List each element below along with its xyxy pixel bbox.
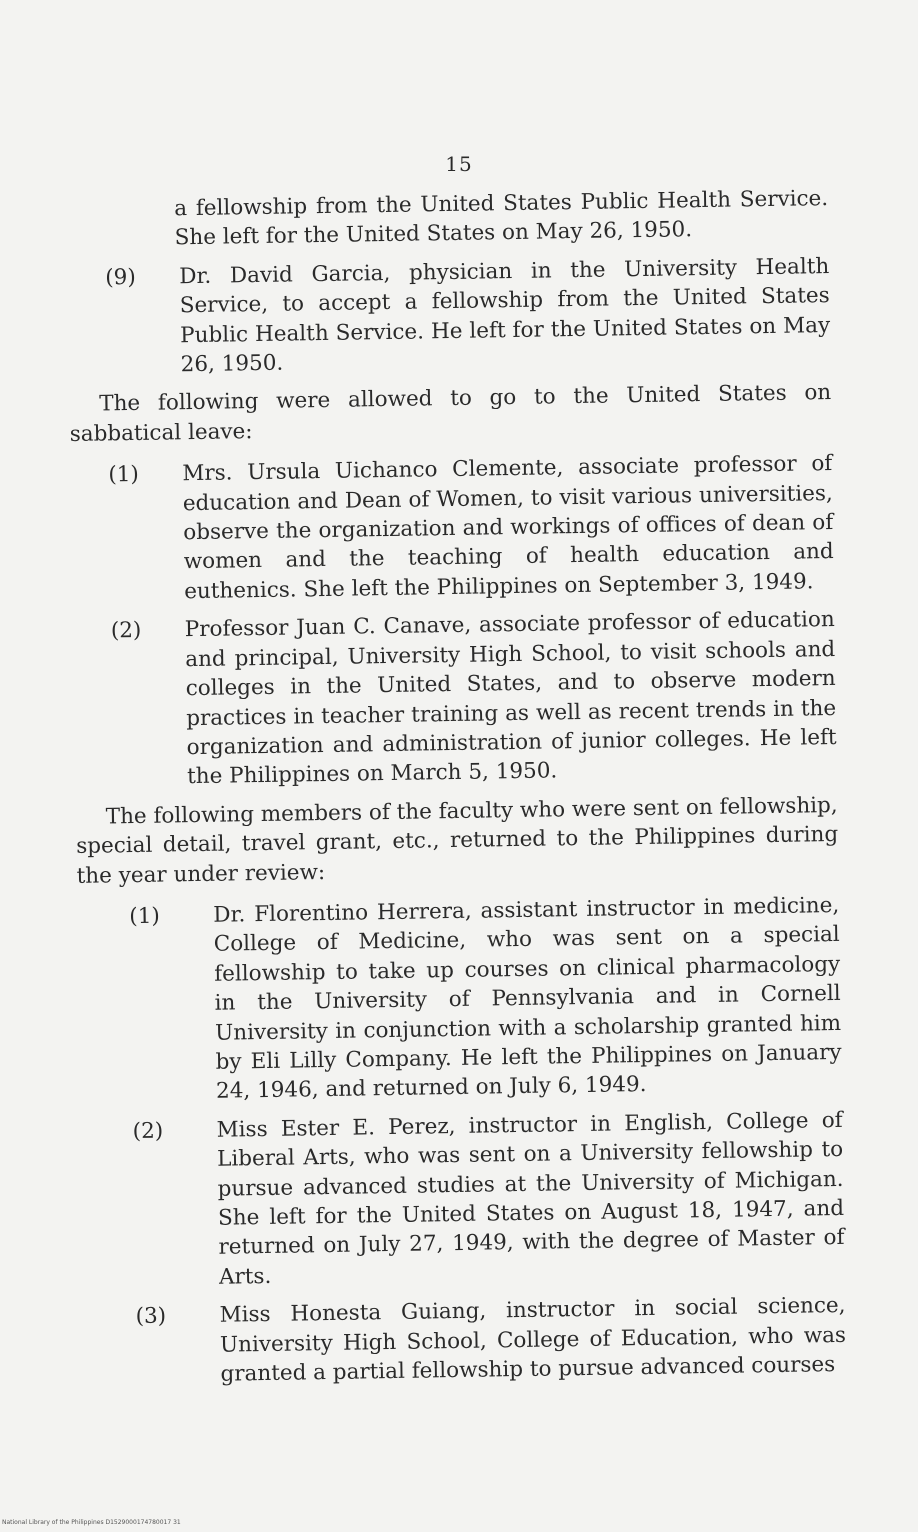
list-item-number: (3) [135,1303,167,1330]
list-item-text: Dr. David Garcia, physician in the University Health Service, to accept a fellowship from the United States Public Health Service. He left for the United States on May 26, 1950. [179,253,831,378]
paragraph-returned: The following members of the faculty who were sent on fellowship, special detail, travel grant, etc., returned to the Philippines during the year under review: [76,792,839,889]
returned-item-3 [83,1291,846,1391]
text-body [66,184,847,1400]
returned-item-2 [80,1106,845,1294]
list-item-number: (1) [129,903,160,930]
list-item-text: Mrs. Ursula Uichanco Clemente, associate professor of education and Dean of Women, to visit various universities, observe the organization and workings of offices of dean of women and the teaching of health education and euthenics. She left the Philippines on September 3, 1949. [182,451,834,605]
list-item-text: Dr. Florentino Herrera, assistant instructor in medicine, College of Medicine, who was sent on a special fellowship to take up courses on clinical pharmacology in the University of Pennsylvania and in Cornell University in conjunction with a scholarship granted him by Eli Lilly Company. He left the Philippines on January 24, 1946, and returned on July 6, 1949. [213,892,842,1105]
list-item-number: (1) [108,462,140,488]
page-number: 15 [445,152,473,176]
continued-item-text: a fellowship from the United States Public Health Service. She left for the United States on May 26, 1950. [174,186,829,251]
scan-footer: National Library of the Philippines D1529000174780017 31 [2,1519,181,1526]
list-item-number: (2) [110,618,142,644]
returned-item-1 [77,891,842,1109]
list-item-text: Miss Honesta Guiang, instructor in social science, University High School, College of Education, who was granted a partial fellowship to pursue advanced courses [219,1293,847,1387]
list-item-9 [67,252,831,382]
list-item-number: (9) [105,264,136,291]
list-item-text: Miss Ester E. Perez, instructor in English, College of Liberal Arts, who was sent on a University fellowship to pursue advanced studies at the University of Michigan. She left for the United States on August 18, 1947, and returned on July 27, 1949, with the degree of Master of Arts. [216,1107,845,1290]
paragraph-sabbatical: The following were allowed to go to the United States on sabbatical leave: [69,380,832,447]
sabbatical-item-1 [70,449,834,608]
sabbatical-item-2 [73,605,838,793]
continued-list-item [66,184,829,255]
list-item-text: Professor Juan C. Canave, associate professor of education and principal, University High School, to visit schools and colleges in the United States, and to observe modern practices in teacher training as well as recent trends in the organization and administration of junior colleges. He left the Philippines on March 5, 1950. [184,607,837,790]
list-item-number: (2) [132,1118,164,1144]
